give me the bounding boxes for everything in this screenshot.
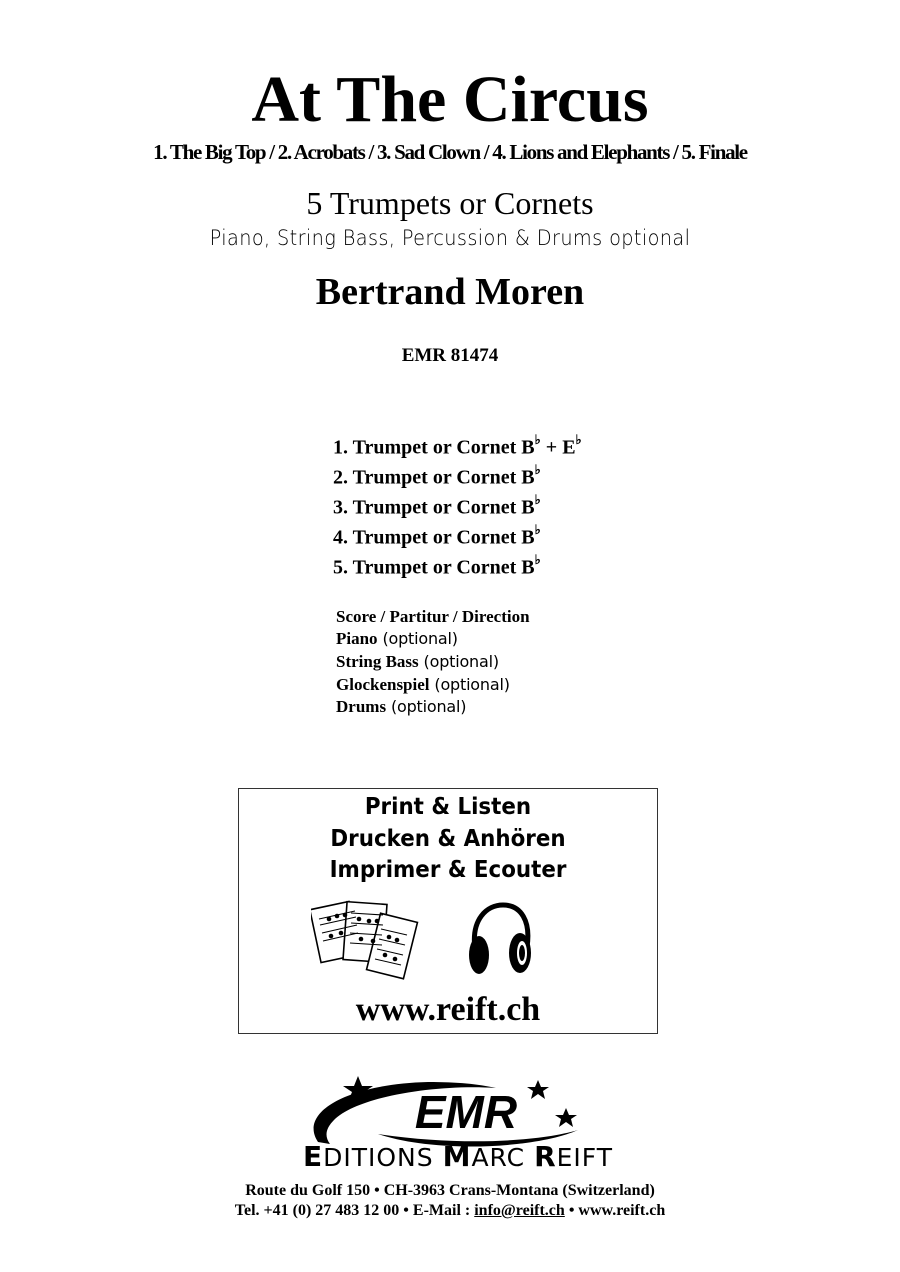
flat-sign: ♭: [534, 522, 541, 537]
promo-url: www.reift.ch: [355, 991, 541, 1028]
extra-note: (optional): [418, 652, 499, 671]
extra-name: Score / Partitur / Direction: [336, 607, 530, 626]
part-label: 2. Trumpet or Cornet B: [333, 466, 535, 489]
emr-logo-mark: [238, 1072, 678, 1172]
logo-name: EDITIONS MARC REIFT: [302, 1140, 614, 1172]
extra-item: [336, 606, 530, 628]
extra-item: [336, 651, 499, 673]
optional-instruments: Piano, String Bass, Percussion & Drums optional: [209, 226, 691, 250]
promo-line-fr: Imprimer & Ecouter: [329, 857, 567, 883]
promo-line-en: Print & Listen: [364, 794, 532, 820]
email-link[interactable]: info@reift.ch: [474, 1202, 565, 1219]
movement-list: 1. The Big Top / 2. Acrobats / 3. Sad Clown / 4. Lions and Elephants / 5. Finale: [153, 140, 747, 164]
extra-item: [336, 628, 458, 650]
extra-note: (optional): [386, 697, 467, 716]
publisher-contact: [0, 1200, 900, 1222]
extra-name: Glockenspiel: [336, 675, 430, 694]
part-item: [333, 459, 541, 491]
flat-sign: ♭: [575, 432, 582, 447]
part-item: [333, 429, 582, 461]
emr-logo: [238, 1072, 678, 1172]
flat-sign: ♭: [534, 492, 541, 507]
catalog-number: EMR 81474: [401, 345, 499, 366]
sheet-music-icon: [311, 899, 423, 987]
page-title: At The Circus: [251, 63, 649, 136]
promo-line-de: Drucken & Anhören: [330, 826, 566, 852]
part-item: [333, 549, 541, 581]
contact-web: • www.reift.ch: [564, 1202, 666, 1219]
part-item: [333, 519, 541, 551]
part-label: 4. Trumpet or Cornet B: [333, 526, 535, 549]
extra-item: [336, 674, 510, 696]
composer-name: Bertrand Moren: [315, 271, 585, 313]
headphones-icon: [465, 901, 535, 981]
extra-name: Drums: [336, 697, 387, 716]
part-item: [333, 489, 541, 521]
part-label: 3. Trumpet or Cornet B: [333, 496, 535, 519]
print-listen-box: [238, 788, 658, 1034]
flat-sign: ♭: [534, 462, 541, 477]
instrumentation: 5 Trumpets or Cornets: [306, 185, 594, 221]
extra-item: [336, 696, 466, 718]
part-label-extra: + E: [540, 436, 576, 459]
extra-note: (optional): [377, 629, 458, 648]
part-label: 5. Trumpet or Cornet B: [333, 556, 535, 579]
flat-sign: ♭: [534, 432, 541, 447]
part-label: 1. Trumpet or Cornet B: [333, 436, 535, 459]
flat-sign: ♭: [534, 552, 541, 567]
extra-note: (optional): [429, 675, 510, 694]
contact-tel: Tel. +41 (0) 27 483 12 00 • E-Mail :: [234, 1202, 475, 1219]
extra-name: Piano: [336, 629, 378, 648]
extra-name: String Bass: [336, 652, 419, 671]
publisher-address: Route du Golf 150 • CH-3963 Crans-Montana (Switzerland): [245, 1182, 655, 1199]
logo-mark-text: EMR: [414, 1086, 518, 1138]
